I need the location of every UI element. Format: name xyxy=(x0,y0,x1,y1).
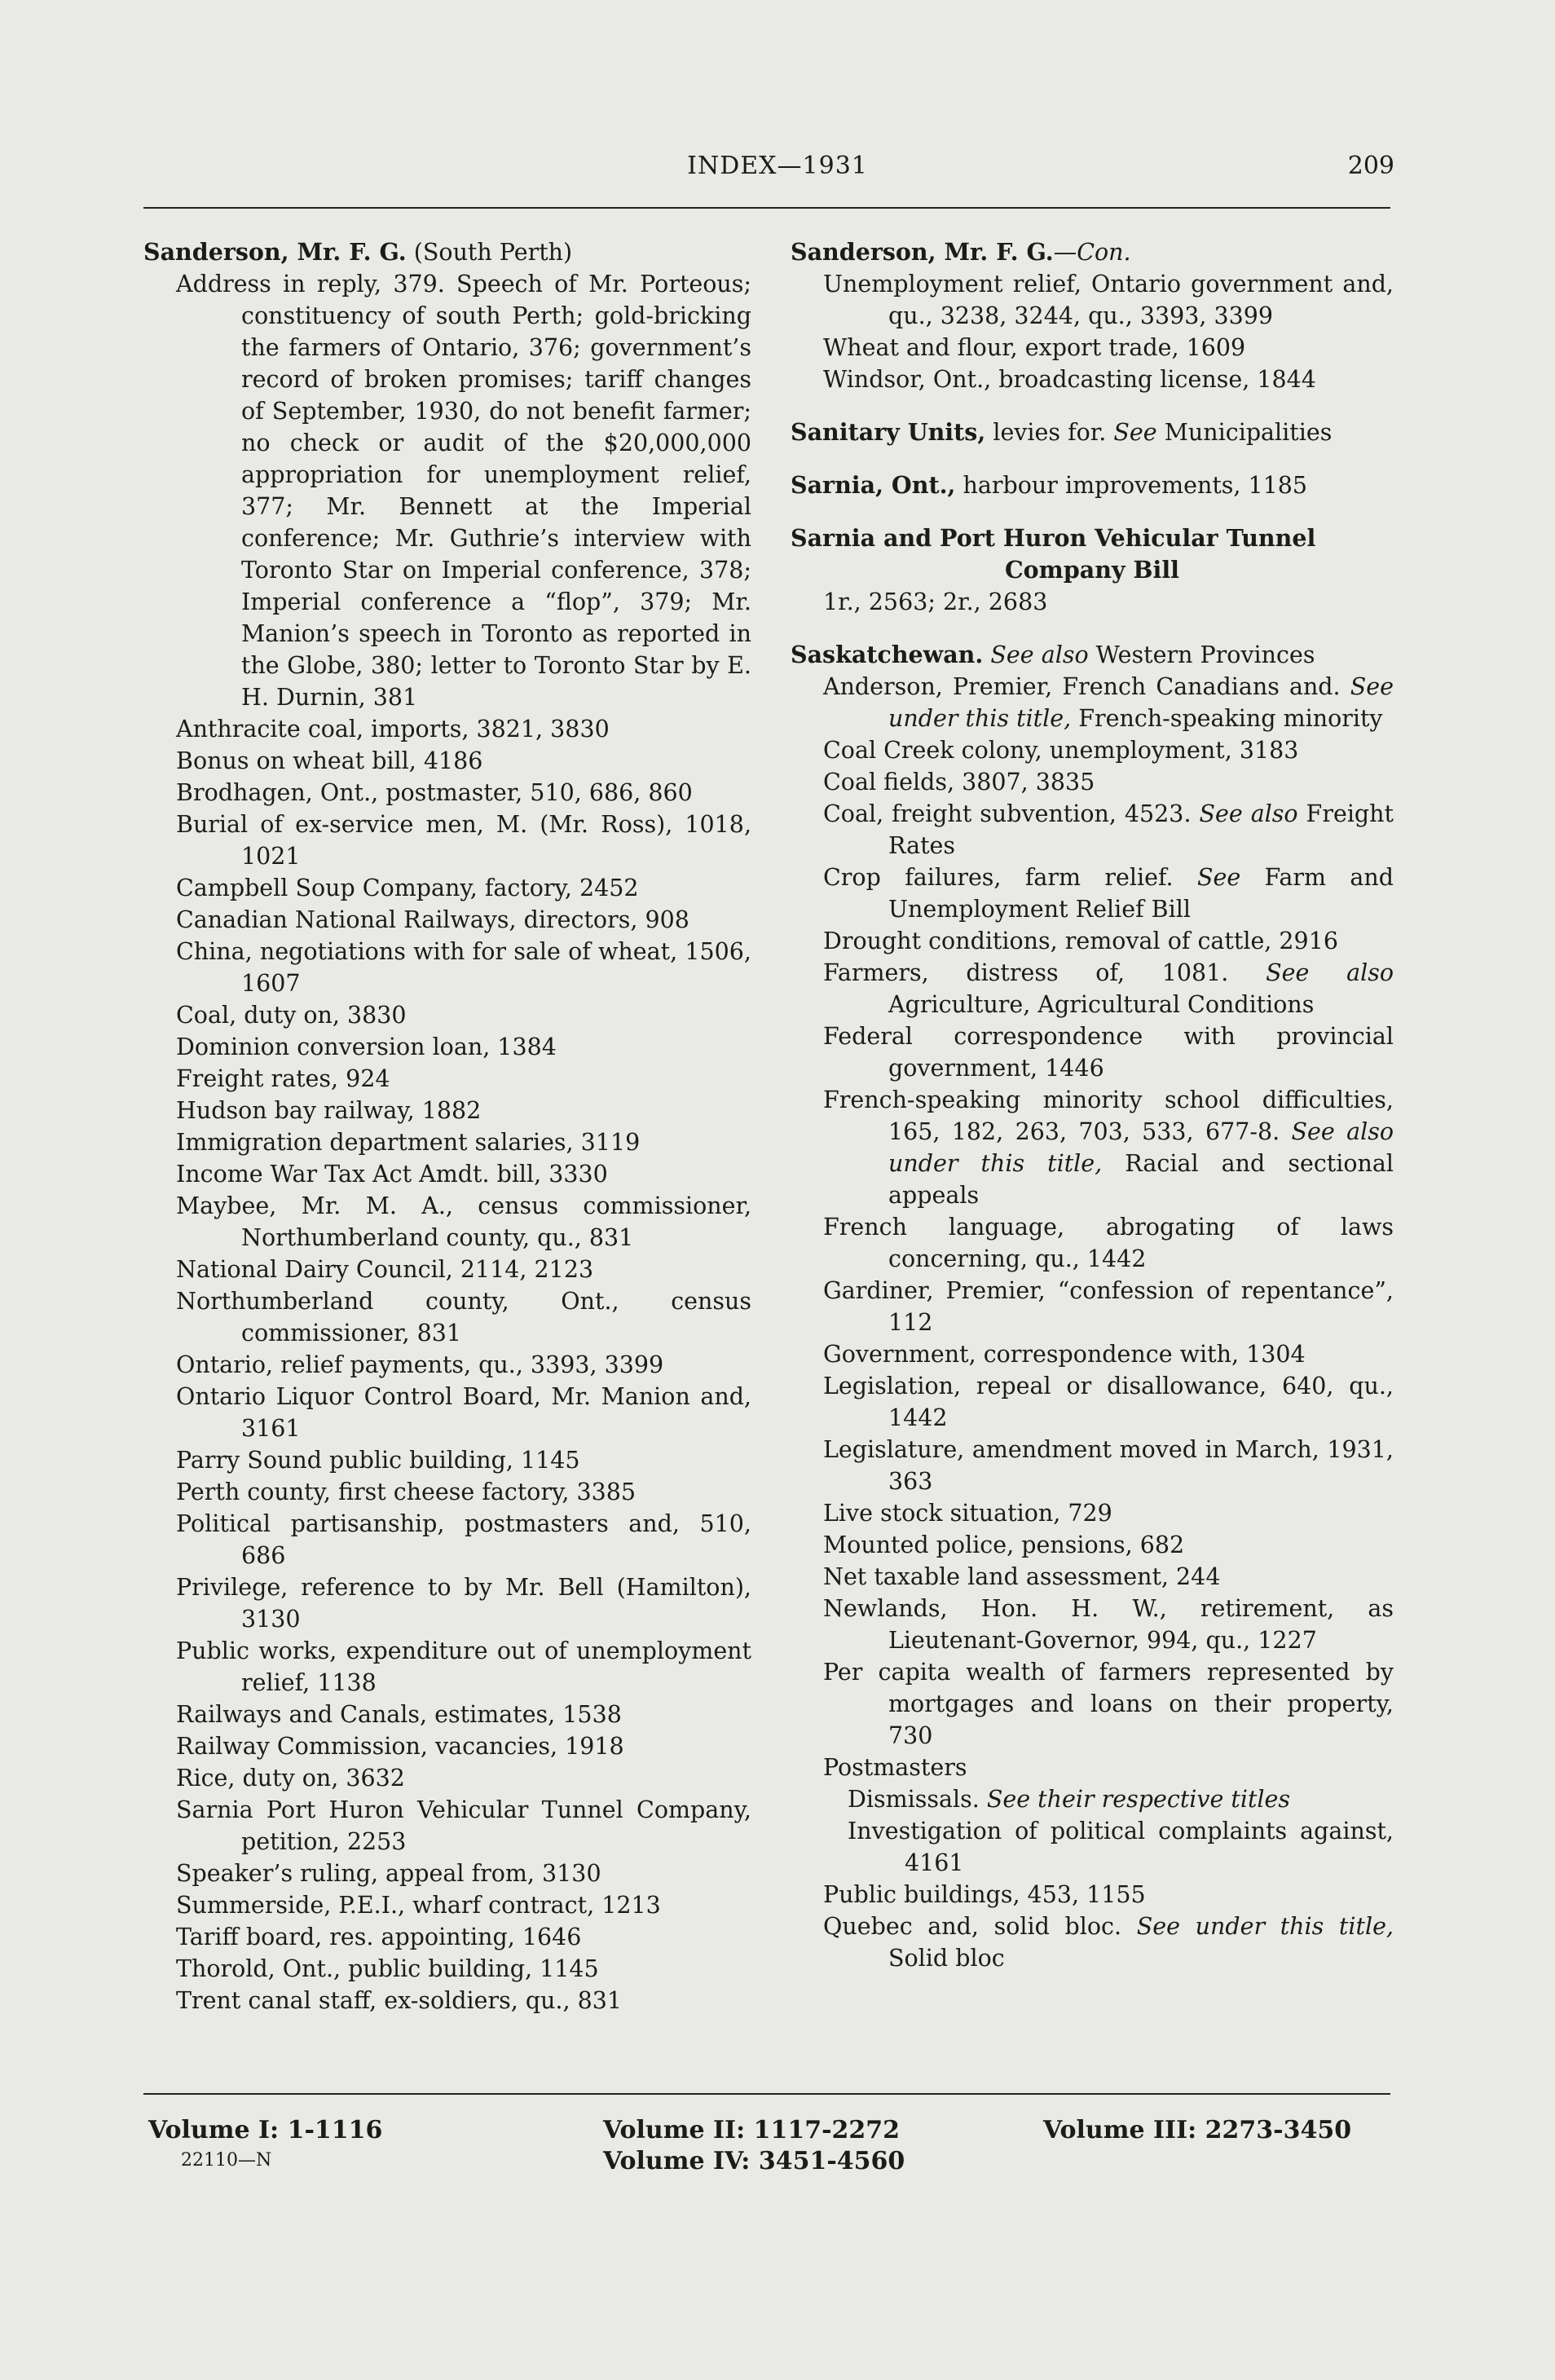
index-subentry: Thorold, Ont., public building, 1145 xyxy=(176,1955,599,1982)
entry-text: Agriculture, Agricultural Conditions xyxy=(888,991,1315,1018)
index-subentry: Bonus on wheat bill, 4186 xyxy=(176,747,483,774)
index-subentry: Railway Commission, vacancies, 1918 xyxy=(176,1733,624,1760)
index-subentry: Maybee, Mr. M. A., census commissioner, Northumberland county, qu., 831 xyxy=(176,1192,751,1251)
entry-heading: Sanitary Units, xyxy=(791,418,986,446)
index-subentry: Sarnia Port Huron Vehicular Tunnel Company, petition, 2253 xyxy=(176,1796,751,1855)
index-subentry: Ontario, relief payments, qu., 3393, 3399 xyxy=(176,1351,664,1378)
entry-text: Anderson, Premier, French Canadians and. xyxy=(823,673,1341,700)
index-subentry: Freight rates, 924 xyxy=(176,1065,390,1092)
index-subentry: Coal, duty on, 3830 xyxy=(176,1002,407,1029)
entry-text: Municipalities xyxy=(1156,419,1333,446)
index-subentry: Net taxable land assessment, 244 xyxy=(823,1563,1221,1590)
entry-text: Dismissals. xyxy=(848,1786,987,1813)
entry-sarnia xyxy=(791,469,1394,501)
heading-name: Sanderson, Mr. F. G. xyxy=(143,238,407,266)
entry-text: Western Provinces xyxy=(1088,641,1315,668)
index-subentry: Legislation, repeal or disallowance, 640, qu., 1442 xyxy=(823,1373,1394,1431)
index-subentry: Newlands, Hon. H. W., retirement, as Lieutenant-Governor, 994, qu., 1227 xyxy=(823,1595,1394,1654)
volume-4-range: Volume IV: 3451-4560 xyxy=(603,2147,905,2175)
sask-federal: Federal correspondence with provincial government, 1446 xyxy=(823,1023,1394,1082)
entry-heading-continued xyxy=(791,236,1394,268)
index-subentry: National Dairy Council, 2114, 2123 xyxy=(176,1256,594,1283)
index-subentry: Ontario Liquor Control Board, Mr. Manion and, 3161 xyxy=(176,1383,751,1442)
see-reference: See also xyxy=(1199,800,1298,827)
index-subentry: Gardiner, Premier, “confession of repentance”, 112 xyxy=(823,1277,1394,1336)
see-reference: See also xyxy=(1266,959,1394,986)
sask-french-school xyxy=(791,1084,1394,1211)
see-reference: See also under this title, xyxy=(888,1118,1394,1177)
index-subentry: Privilege, reference to by Mr. Bell (Hamilton), 3130 xyxy=(176,1574,751,1633)
index-subentry: Unemployment relief, Ontario government and, qu., 3238, 3244, qu., 3393, 3399 xyxy=(823,271,1394,329)
entry-heading: Sarnia, Ont., xyxy=(791,471,956,499)
entry-text: harbour improvements, 1185 xyxy=(955,472,1308,499)
bottom-rule xyxy=(143,2093,1390,2095)
index-subentry: Per capita wealth of farmers represented by mortgages and loans on their property, 730 xyxy=(823,1659,1394,1749)
index-subentry: Perth county, first cheese factory, 3385 xyxy=(176,1479,637,1505)
left-items xyxy=(143,713,751,2016)
heading-name: Sanderson, Mr. F. G. xyxy=(791,238,1054,266)
right-column xyxy=(791,236,1394,1974)
left-column xyxy=(143,236,751,2016)
sask-quebec xyxy=(791,1911,1394,1974)
sask-drought: Drought conditions, removal of cattle, 2916 xyxy=(823,928,1338,954)
entry-text: French-speaking minority school difficulties, 165, 182, 263, 703, 533, 677-8. xyxy=(823,1086,1394,1145)
top-rule xyxy=(143,207,1390,209)
volume-1-range: Volume I: 1-1116 xyxy=(148,2116,383,2144)
print-code: 22110—N xyxy=(181,2150,272,2171)
index-subentry: Brodhagen, Ont., postmaster, 510, 686, 860 xyxy=(176,779,693,806)
sask-farmers xyxy=(791,957,1394,1020)
entry-text: Farmers, distress of, 1081. xyxy=(823,959,1266,986)
index-subentry: Coal Creek colony, unemployment, 3183 xyxy=(823,737,1299,764)
entry-text: French-speaking minority xyxy=(1071,705,1383,732)
entry-text: Solid bloc xyxy=(888,1945,1005,1972)
con-items xyxy=(791,268,1394,395)
index-subentry: Burial of ex-service men, M. (Mr. Ross), 1018, 1021 xyxy=(176,811,751,870)
entry-sanitary-units xyxy=(791,416,1394,448)
sask-coal-freight xyxy=(791,798,1394,862)
entry-heading: Saskatchewan. xyxy=(791,641,984,668)
entry-text: Farm and Unemployment Relief Bill xyxy=(888,864,1394,923)
entry-text: levies for. xyxy=(985,419,1114,446)
entry-text: Coal, freight subvention, 4523. xyxy=(823,800,1200,827)
entry-tunnel-bill xyxy=(791,522,1394,586)
index-subentry: Campbell Soup Company, factory, 2452 xyxy=(176,875,639,901)
heading-suffix: (South Perth) xyxy=(406,239,573,266)
index-subentry: Political partisanship, postmasters and, 510, 686 xyxy=(176,1510,751,1569)
postmasters-dismissals xyxy=(791,1783,1394,1815)
postmasters-investigation: Investigation of political complaints against, 4161 xyxy=(848,1818,1394,1876)
index-subentry: Parry Sound public building, 1145 xyxy=(176,1447,580,1474)
entry-saskatchewan xyxy=(791,639,1394,671)
index-subentry: Trent canal staff, ex-soldiers, qu., 831 xyxy=(176,1987,622,2014)
index-subentry: China, negotiations with for sale of wheat, 1506, 1607 xyxy=(176,938,751,997)
address-entry: Address in reply, 379. Speech of Mr. Porteous; constituency of south Perth; gold-bricking the farmers of Ontario, 376; government’s record of broken promises; tariff changes of September, 1930, do not benefit farmer; no check or audit of the $20,000,000 appropriation for unemployment relief, 377; Mr. Bennett at the Imperial conference; Mr. Guthrie’s interview with Toronto Star on Imperial conference, 378; Imperial conference a “flop”, 379; Mr. Manion’s speech in Toronto as reported in the Globe, 380; letter to Toronto Star by E. H. Durnin, 381 xyxy=(176,271,751,711)
see-reference: See also xyxy=(990,641,1089,668)
heading-suffix: —Con. xyxy=(1053,239,1131,266)
index-subentry: Dominion conversion loan, 1384 xyxy=(176,1034,557,1060)
see-reference: See under this title, xyxy=(1136,1913,1394,1940)
index-subentry: Rice, duty on, 3632 xyxy=(176,1765,405,1792)
see-reference: See under this title, xyxy=(888,673,1394,732)
see-reference: See xyxy=(1113,419,1157,446)
entry-heading xyxy=(143,236,751,268)
index-subentry: Wheat and flour, export trade, 1609 xyxy=(823,334,1246,361)
page-number: 209 xyxy=(1347,152,1394,180)
sask-items-a xyxy=(791,734,1394,798)
index-subentry: Legislature, amendment moved in March, 1931, 363 xyxy=(823,1436,1394,1495)
volume-3-range: Volume III: 2273-3450 xyxy=(1043,2116,1352,2144)
sask-public-buildings: Public buildings, 453, 1155 xyxy=(823,1881,1146,1908)
volume-2-range: Volume II: 1117-2272 xyxy=(603,2116,901,2144)
index-subentry: Hudson bay railway, 1882 xyxy=(176,1097,482,1124)
tunnel-readings: 1r., 2563; 2r., 2683 xyxy=(823,588,1048,615)
entry-text: Quebec and, solid bloc. xyxy=(823,1913,1137,1940)
index-subentry: Income War Tax Act Amdt. bill, 3330 xyxy=(176,1161,608,1188)
see-reference: See their respective titles xyxy=(986,1786,1291,1813)
sask-crop xyxy=(791,862,1394,925)
index-subentry: French language, abrogating of laws concerning, qu., 1442 xyxy=(823,1214,1394,1272)
entry-text: Racial and sectional appeals xyxy=(888,1150,1394,1209)
index-subentry: Postmasters xyxy=(823,1754,967,1781)
index-subentry: Windsor, Ont., broadcasting license, 1844 xyxy=(823,366,1316,393)
entry-text: Freight Rates xyxy=(888,800,1394,859)
index-subentry: Speaker’s ruling, appeal from, 3130 xyxy=(176,1860,601,1887)
entry-heading: Sarnia and Port Huron Vehicular Tunnel xyxy=(791,524,1316,552)
index-subentry: Anthracite coal, imports, 3821, 3830 xyxy=(176,716,610,743)
index-subentry: Summerside, P.E.I., wharf contract, 1213 xyxy=(176,1892,661,1919)
index-subentry: Government, correspondence with, 1304 xyxy=(823,1341,1306,1368)
running-head: INDEX—1931 xyxy=(687,152,868,180)
entry-heading: Company Bill xyxy=(1004,556,1179,584)
sask-anderson xyxy=(791,671,1394,734)
index-subentry: Live stock situation, 729 xyxy=(823,1500,1112,1527)
sask-items-b xyxy=(791,1211,1394,1783)
index-subentry: Tariff board, res. appointing, 1646 xyxy=(176,1924,582,1950)
index-subentry: Northumberland county, Ont., census commissioner, 831 xyxy=(176,1288,751,1346)
index-subentry: Public works, expenditure out of unemployment relief, 1138 xyxy=(176,1637,751,1696)
index-subentry: Canadian National Railways, directors, 908 xyxy=(176,906,689,933)
see-reference: See xyxy=(1196,864,1241,891)
index-subentry: Railways and Canals, estimates, 1538 xyxy=(176,1701,622,1728)
index-subentry: Coal fields, 3807, 3835 xyxy=(823,769,1095,796)
index-subentry: Mounted police, pensions, 682 xyxy=(823,1532,1185,1558)
entry-text: Crop failures, farm relief. xyxy=(823,864,1197,891)
index-subentry: Immigration department salaries, 3119 xyxy=(176,1129,641,1156)
